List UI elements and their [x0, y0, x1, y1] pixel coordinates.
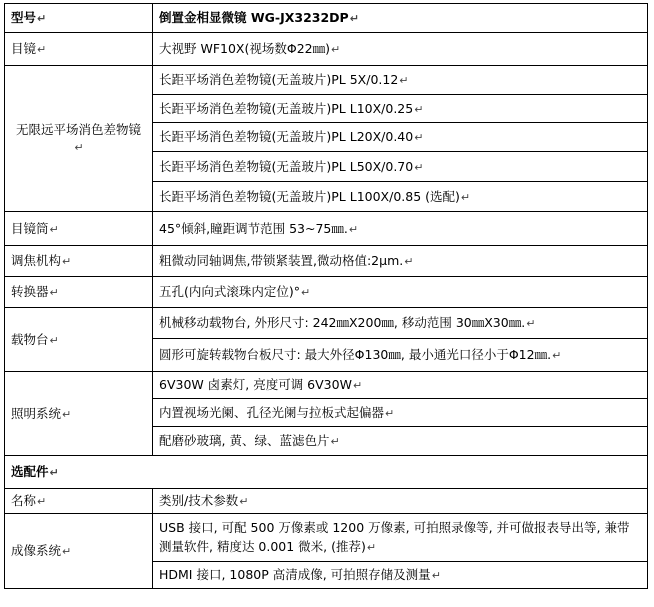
row-label: 无限远平场消色差物镜↵: [5, 66, 153, 212]
row-label: 目镜↵: [5, 33, 153, 66]
row-label: 转换器↵: [5, 277, 153, 308]
spec-table: [4, 3, 648, 589]
table-row: [5, 33, 648, 66]
row-label: 型号↵: [5, 4, 153, 33]
row-value: 6V30W 卤素灯, 亮度可调 6V30W↵: [153, 372, 648, 399]
row-value: 长距平场消色差物镜(无盖玻片)PL L50X/0.70↵: [153, 152, 648, 182]
row-value: HDMI 接口, 1080P 高清成像, 可拍照存储及测量↵: [153, 562, 648, 589]
row-value: 倒置金相显微镜 WG-JX3232DP↵: [153, 4, 648, 33]
row-value: 类别/技术参数↵: [153, 489, 648, 514]
row-label: 目镜筒↵: [5, 212, 153, 246]
table-row: [5, 308, 648, 339]
table-row: [5, 489, 648, 514]
row-label: 成像系统↵: [5, 514, 153, 589]
row-label: 名称↵: [5, 489, 153, 514]
table-row: [5, 212, 648, 246]
section-header: 选配件↵: [5, 456, 648, 489]
table-row: [5, 277, 648, 308]
row-label: 照明系统↵: [5, 372, 153, 456]
table-row: [5, 4, 648, 33]
row-value: 45°倾斜,瞳距调节范围 53~75㎜.↵: [153, 212, 648, 246]
row-value: 长距平场消色差物镜(无盖玻片)PL L20X/0.40↵: [153, 123, 648, 152]
row-value: 大视野 WF10X(视场数Φ22㎜)↵: [153, 33, 648, 66]
row-value: 长距平场消色差物镜(无盖玻片)PL L100X/0.85 (选配)↵: [153, 182, 648, 212]
row-value: 配磨砂玻璃, 黄、绿、蓝滤色片↵: [153, 427, 648, 456]
row-label: 调焦机构↵: [5, 246, 153, 277]
row-value: 内置视场光阑、孔径光阑与拉板式起偏器↵: [153, 399, 648, 427]
row-value: 长距平场消色差物镜(无盖玻片)PL L10X/0.25↵: [153, 95, 648, 123]
table-row: [5, 66, 648, 95]
table-row: [5, 456, 648, 489]
row-value: 圆形可旋转载物台板尺寸: 最大外径Φ130㎜, 最小通光口径小于Φ12㎜.↵: [153, 339, 648, 372]
table-row: [5, 514, 648, 562]
row-value: 五孔(内向式滚珠内定位)°↵: [153, 277, 648, 308]
row-value: 长距平场消色差物镜(无盖玻片)PL 5X/0.12↵: [153, 66, 648, 95]
table-row: [5, 246, 648, 277]
table-row: [5, 372, 648, 399]
row-label: 载物台↵: [5, 308, 153, 372]
row-value: USB 接口, 可配 500 万像素或 1200 万像素, 可拍照录像等, 并可做报表导出等, 兼带测量软件, 精度达 0.001 微米, (推荐)↵: [153, 514, 648, 562]
row-value: 粗微动同轴调焦,带锁紧装置,微动格值:2μm.↵: [153, 246, 648, 277]
row-value: 机械移动载物台, 外形尺寸: 242㎜X200㎜, 移动范围 30㎜X30㎜.↵: [153, 308, 648, 339]
